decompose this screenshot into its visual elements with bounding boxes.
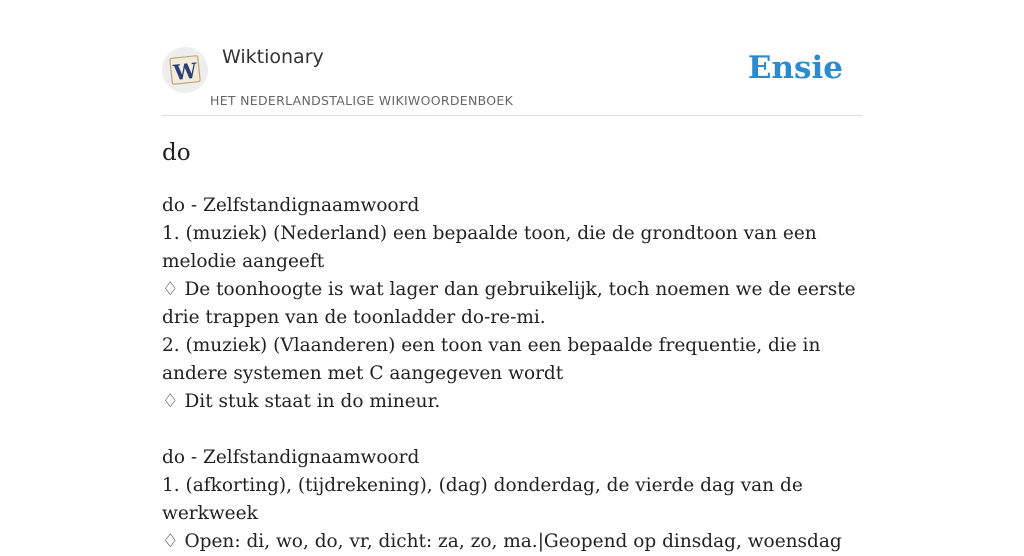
svg-text:W: W xyxy=(172,57,199,86)
site-name[interactable]: Wiktionary xyxy=(222,46,324,68)
site-header xyxy=(162,0,862,116)
definition-line: 2. (muziek) (Vlaanderen) een toon van een bepaalde frequentie, die in andere systemen met C aangegeven wordt xyxy=(162,335,821,384)
ensie-brand-link[interactable]: Ensie xyxy=(747,50,843,86)
definition-line: 1. (muziek) (Nederland) een bepaalde toon, die de grondtoon van een melodie aangeeft xyxy=(162,223,817,272)
entry-heading: do - Zelfstandignaamwoord xyxy=(162,195,420,216)
wiktionary-logo-icon[interactable] xyxy=(162,47,208,93)
page-title: do xyxy=(162,140,191,166)
example-line: ♢ De toonhoogte is wat lager dan gebruikelijk, toch noemen we de eerste drie trappen van de toonladder do-re-mi. xyxy=(162,279,856,328)
site-tagline: HET NEDERLANDSTALIGE WIKIWOORDENBOEK xyxy=(210,93,514,108)
entry-spacer xyxy=(162,416,862,444)
entry-content xyxy=(162,192,862,556)
page-container xyxy=(162,0,862,552)
example-line: ♢ Open: di, wo, do, vr, dicht: za, zo, ma.|Geopend op dinsdag, woensdag xyxy=(162,531,842,552)
definition-line: 1. (afkorting), (tijdrekening), (dag) donderdag, de vierde dag van de werkweek xyxy=(162,475,803,524)
example-line: ♢ Dit stuk staat in do mineur. xyxy=(162,391,441,412)
entry-heading: do - Zelfstandignaamwoord xyxy=(162,447,420,468)
